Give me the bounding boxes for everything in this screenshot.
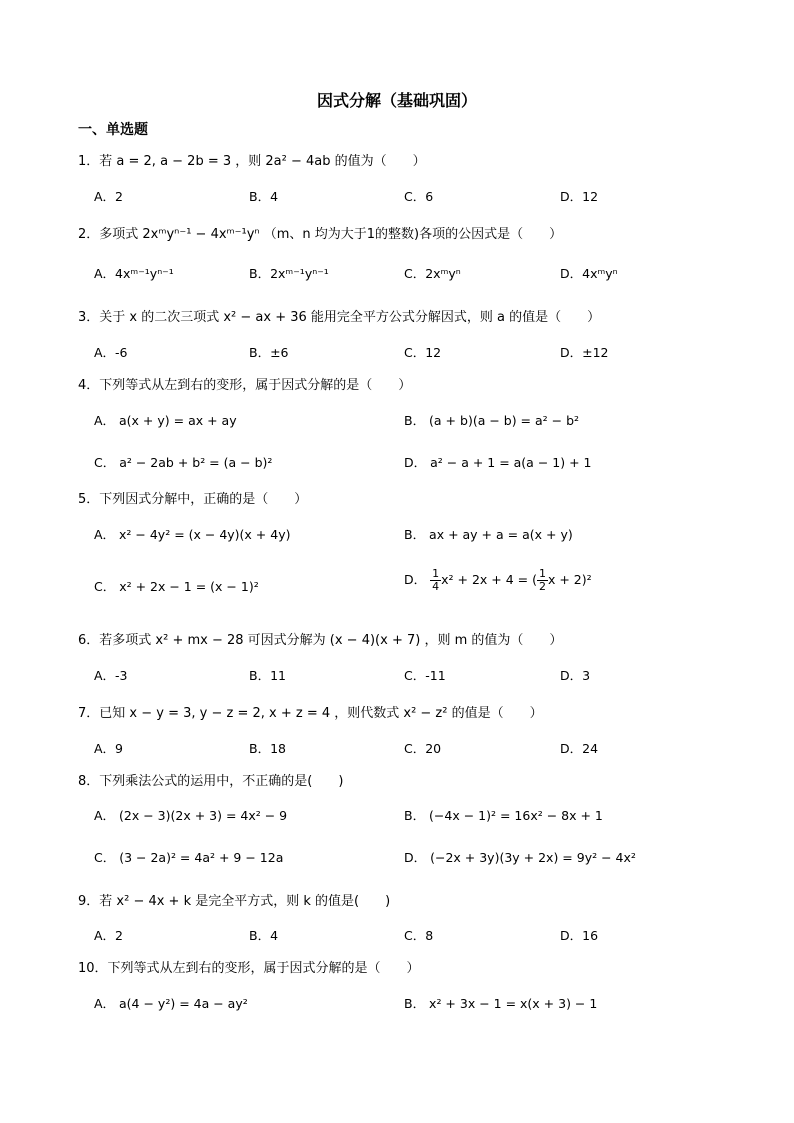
q3-option-c[interactable]: C．12: [404, 345, 442, 360]
q8-option-a[interactable]: A． (2x − 3)(2x + 3) = 4x² − 9: [94, 808, 288, 823]
q7-option-a[interactable]: A．9: [94, 741, 124, 756]
q5-option-c[interactable]: C． x² + 2x − 1 = (x − 1)²: [94, 579, 259, 594]
question-6-stem: 6．若多项式 x² + mx − 28 可因式分解为 (x − 4)(x + 7) ，则 m 的值为（ ）: [78, 633, 563, 648]
q4-option-d[interactable]: D． a² − a + 1 = a(a − 1) + 1: [404, 455, 592, 470]
q2-option-d[interactable]: D．4xᵐyⁿ: [560, 266, 618, 281]
q9-option-a[interactable]: A．2: [94, 928, 124, 943]
q10-option-b[interactable]: B． x² + 3x − 1 = x(x + 3) − 1: [404, 996, 598, 1011]
q5-option-a[interactable]: A． x² − 4y² = (x − 4y)(x + 4y): [94, 527, 291, 542]
q1-option-d[interactable]: D．12: [560, 189, 599, 204]
q9-option-d[interactable]: D．16: [560, 928, 599, 943]
q3-option-a[interactable]: A．-6: [94, 345, 128, 360]
q9-option-b[interactable]: B．4: [249, 928, 279, 943]
q6-option-c[interactable]: C．-11: [404, 668, 446, 683]
q5-option-d-label: D．: [404, 572, 427, 587]
q8-option-b[interactable]: B． (−4x − 1)² = 16x² − 8x + 1: [404, 808, 603, 823]
question-8-stem: 8．下列乘法公式的运用中，不正确的是( ): [78, 774, 344, 789]
q3-option-b[interactable]: B．±6: [249, 345, 289, 360]
q5-option-d-middle: x² + 2x + 4 = (: [441, 572, 537, 587]
q3-option-d[interactable]: D．±12: [560, 345, 609, 360]
question-1-stem: 1．若 a = 2, a − 2b = 3 ，则 2a² − 4ab 的值为（ ）: [78, 154, 426, 169]
q7-option-b[interactable]: B．18: [249, 741, 286, 756]
question-9-stem: 9．若 x² − 4x + k 是完全平方式，则 k 的值是( ): [78, 894, 391, 909]
section-heading: 一、单选题: [78, 122, 148, 138]
q5-option-d[interactable]: [404, 568, 592, 593]
q10-option-a[interactable]: A． a(4 − y²) = 4a − ay²: [94, 996, 248, 1011]
q6-option-d[interactable]: D．3: [560, 668, 591, 683]
question-2-stem: 2．多项式 2xᵐyⁿ⁻¹ − 4xᵐ⁻¹yⁿ （m、n 均为大于1的整数)各项的公因式是（ ）: [78, 227, 563, 242]
q7-option-d[interactable]: D．24: [560, 741, 599, 756]
question-4-stem: 4．下列等式从左到右的变形，属于因式分解的是（ ）: [78, 378, 412, 393]
question-3-stem: 3．关于 x 的二次三项式 x² − ax + 36 能用完全平方公式分解因式，则 a 的值是（ ）: [78, 310, 601, 325]
q4-option-c[interactable]: C． a² − 2ab + b² = (a − b)²: [94, 455, 273, 470]
q2-option-a[interactable]: A．4xᵐ⁻¹yⁿ⁻¹: [94, 266, 174, 281]
q8-option-d[interactable]: D． (−2x + 3y)(3y + 2x) = 9y² − 4x²: [404, 850, 636, 865]
q5-option-b[interactable]: B． ax + ay + a = a(x + y): [404, 527, 573, 542]
question-5-stem: 5．下列因式分解中，正确的是（ ）: [78, 492, 308, 507]
question-7-stem: 7．已知 x − y = 3, y − z = 2, x + z = 4 ，则代数式 x² − z² 的值是（ ）: [78, 706, 543, 721]
q1-option-b[interactable]: B．4: [249, 189, 279, 204]
question-10-stem: 10．下列等式从左到右的变形，属于因式分解的是（ ）: [78, 961, 420, 976]
q5-option-d-end: x + 2)²: [547, 572, 592, 587]
q7-option-c[interactable]: C．20: [404, 741, 442, 756]
fraction-half: $\frac{1}{2}$: [538, 567, 546, 593]
q4-option-a[interactable]: A． a(x + y) = ax + ay: [94, 413, 237, 428]
page-title: 因式分解（基础巩固）: [316, 91, 477, 110]
fraction-quarter: $\frac{1}{4}$: [432, 567, 440, 593]
q6-option-a[interactable]: A．-3: [94, 668, 128, 683]
q9-option-c[interactable]: C．8: [404, 928, 434, 943]
q2-option-b[interactable]: B．2xᵐ⁻¹yⁿ⁻¹: [249, 266, 329, 281]
q1-option-a[interactable]: A．2: [94, 189, 124, 204]
q8-option-c[interactable]: C． (3 − 2a)² = 4a² + 9 − 12a: [94, 850, 284, 865]
q6-option-b[interactable]: B．11: [249, 668, 286, 683]
q1-option-c[interactable]: C．6: [404, 189, 434, 204]
q2-option-c[interactable]: C．2xᵐyⁿ: [404, 266, 461, 281]
q4-option-b[interactable]: B． (a + b)(a − b) = a² − b²: [404, 413, 580, 428]
